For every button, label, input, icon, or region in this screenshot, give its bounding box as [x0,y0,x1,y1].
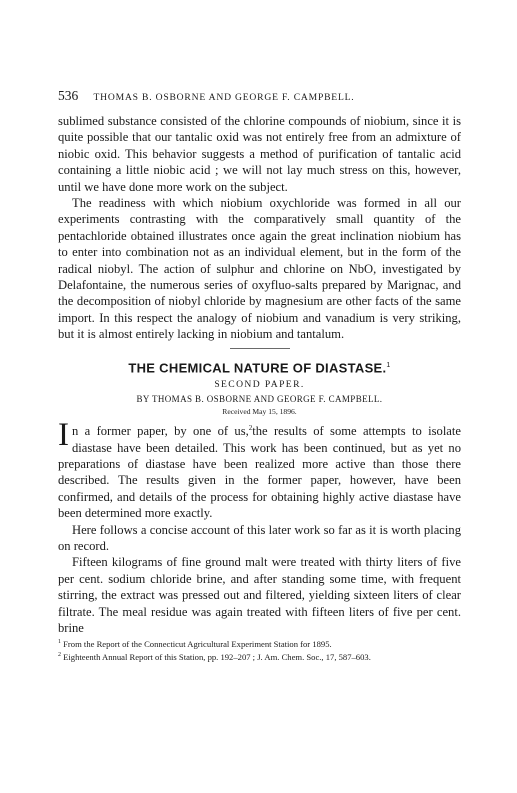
running-title: THOMAS B. OSBORNE AND GEORGE F. CAMPBELL. [93,92,355,103]
article-title [58,358,461,376]
intro-part-a: n a former paper, by one of us, [72,424,249,439]
paragraph-account: Here follows a concise account of this later work so far as it is worth placing on record. [58,522,461,554]
paragraph-intro [58,417,461,522]
page-header [58,88,458,106]
intro-part-b: the results of some attempts to isolate diastase have been detailed. This work has been continued, but as yet no preparations of diastase have been realized more active than those there described. The results given in the former paper, however, have been confirmed, and details of the process for obtaining highly active diastase have been determined more exactly. [58,424,461,521]
article-authors: BY THOMAS B. OSBORNE AND GEORGE F. CAMPBELL. [136,394,383,405]
footnote-1 [58,637,461,650]
footnote-ref-2: 2 [248,424,253,433]
footnote-2-text: Eighteenth Annual Report of this Station, pp. 192–207 ; J. Am. Chem. Soc., 17, 587–603. [63,652,371,663]
footnote-2 [58,650,461,663]
article-subtitle: SECOND PAPER. [214,379,305,391]
footnote-1-text: From the Report of the Connecticut Agricultural Experiment Station for 1895. [63,639,332,650]
paragraph-method: Fifteen kilograms of fine ground malt were treated with thirty liters of five per cent. sodium chloride brine, and after standing some time, with frequent stirring, the extract was pressed out and filtered, yielding sixteen liters of clear filtrate. The meal residue was again treated with fifteen liters of five per cent. brine [58,555,461,636]
footnote-1-mark: 1 [58,639,61,646]
footnote-2-mark: 2 [58,652,61,659]
body-text [58,113,461,663]
footnotes [58,637,461,663]
paragraph-continued: sublimed substance consisted of the chlorine compounds of niobium, since it is quite possible that our tantalic oxid was not entirely free from an admixture of niobic oxid. This behavior suggests a method of purification of tantalic acid containing a little niobic acid ; we will not lay much stress on this, however, until we have done more work on the subject. [58,114,461,194]
section-divider [230,348,290,349]
paragraph-niobium: The readiness with which niobium oxychloride was formed in all our experiments contrasting with the comparatively small quantity of the pentachloride obtained illustrates once again the great inclination niobium has to enter into combination not as an individual element, but in the form of the radical niobyl. The action of sulphur and chlorine on NbO, investigated by Delafontaine, the numerous series of oxyfluo-salts prepared by Marignac, and the decomposition of niobyl chloride by magnesium are other facts of the same import. In this respect the analogy of niobium and vanadium is very striking, but it is almost entirely lacking in niobium and tantalum. [58,196,461,342]
drop-cap: I [58,417,69,454]
title-footnote-mark: 1 [386,361,391,369]
article-title-text: THE CHEMICAL NATURE OF DIASTASE. [128,360,387,376]
received-date: Received May 15, 1896. [222,407,297,417]
page-number: 536 [58,88,79,103]
